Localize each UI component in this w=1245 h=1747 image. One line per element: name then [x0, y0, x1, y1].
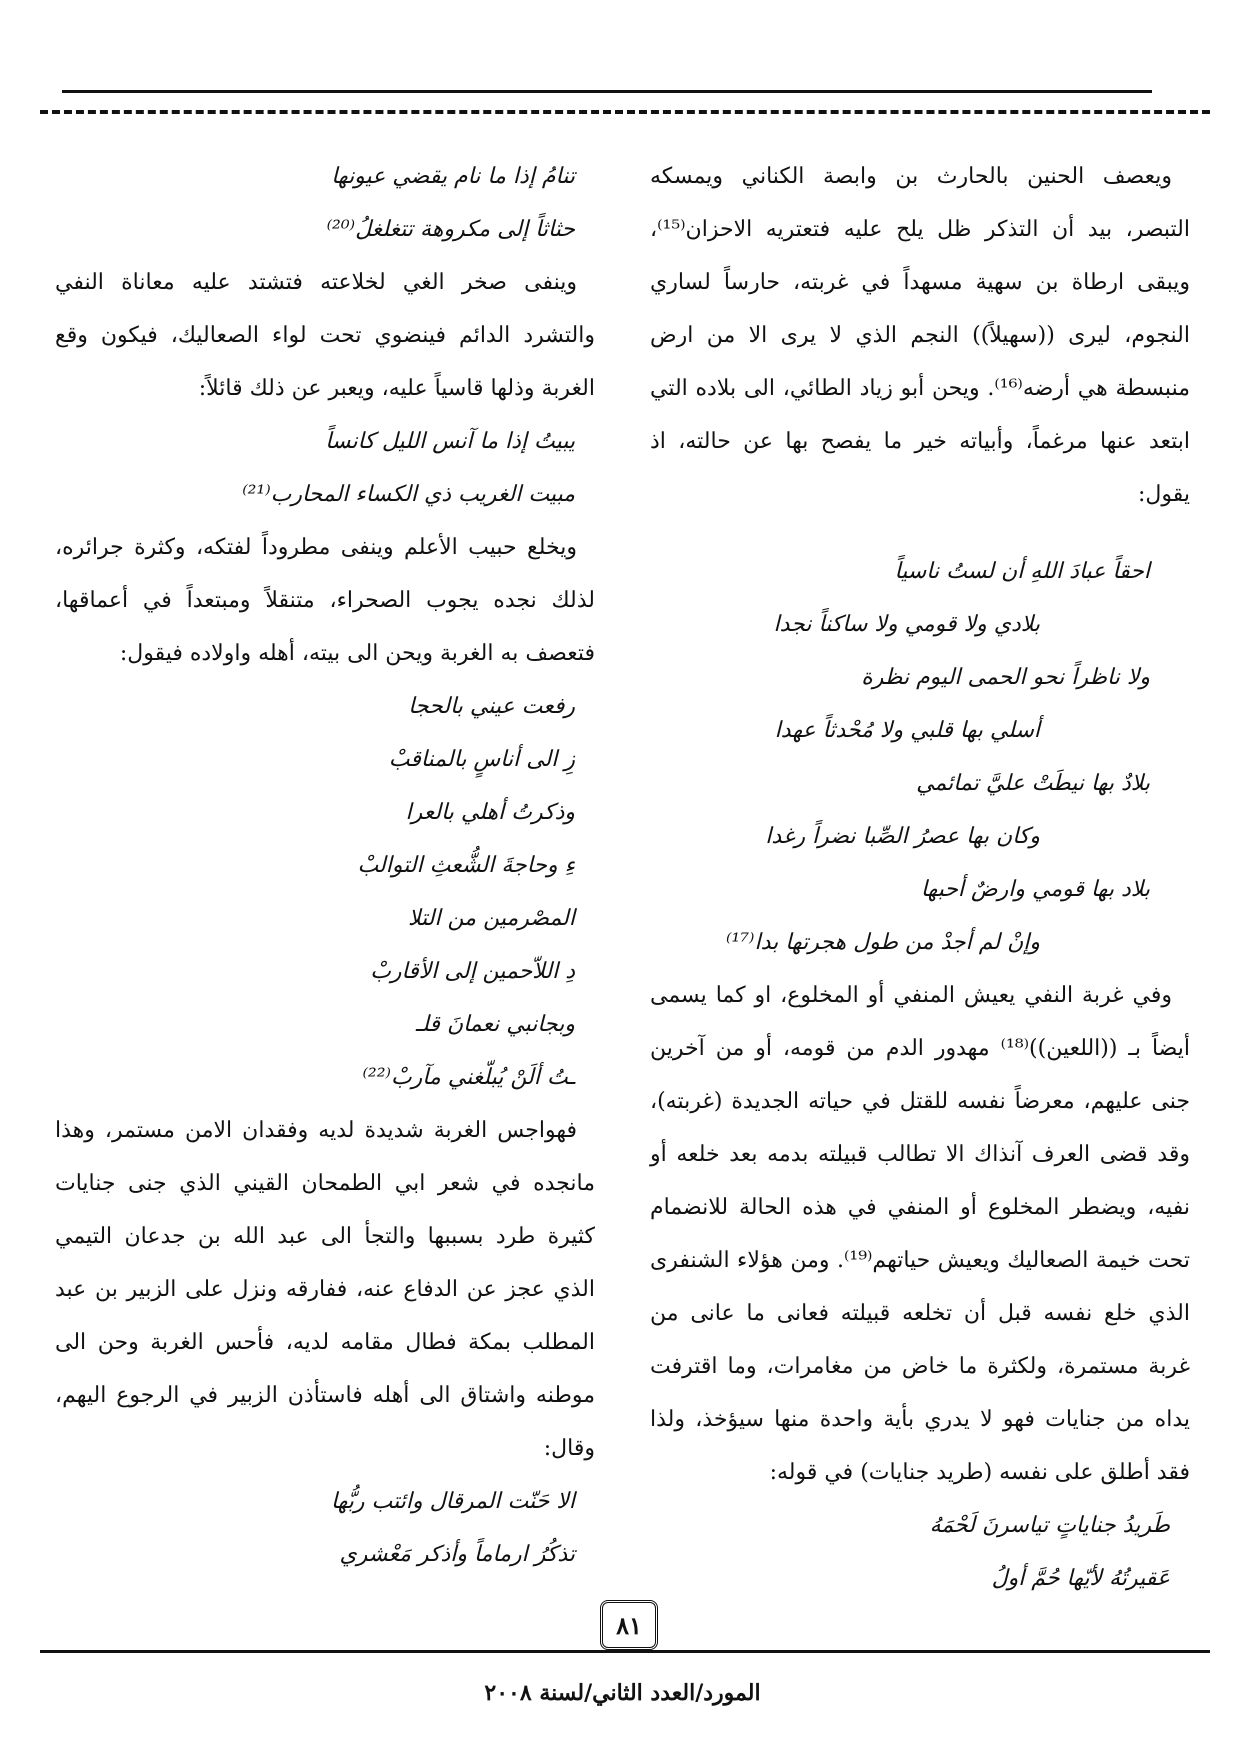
verse-line: ولا ناظراً نحو الحمى اليوم نظرة [861, 665, 1150, 690]
paragraph: وينفى صخر الغي لخلاعته فتشتد عليه معاناة النفي والتشرد الدائم فينضوي تحت لواء الصعاليك، فيكون وقع الغربة وذلها قاسياً عليه، ويعبر عن ذلك قائلاً: [55, 270, 595, 401]
verse-line: وكان بها عصرُ الصِّبا نضراً رغدا [765, 824, 1040, 849]
footer-rule [40, 1650, 1210, 1653]
paragraph: ويعصف الحنين بالحارث بن وابصة الكناني ويمسكه التبصر، بيد أن التذكر ظل يلح عليه فتعتريه الاحزان⁽¹⁵⁾، ويبقى ارطاة بن سهية مسهداً في غربته، حارساً لساري النجوم، ليرى ((سهيلاً)) النجم الذي لا يرى الا من ارض منبسطة هي أرضه⁽¹⁶⁾. ويحن أبو زياد الطائي، الى بلاده التي ابتعد عنها مرغماً، وأبياته خير ما يفصح بها عن حالته، اذ يقول: [650, 164, 1190, 507]
paragraph: ويخلع حبيب الأعلم وينفى مطروداً لفتكه، وكثرة جرائره، لذلك نجده يجوب الصحراء، متنقلاً ومبتعداً في أعماقها، فتعصف به الغربة ويحن الى بيته، أهله واولاده فيقول: [55, 535, 595, 666]
verse-line: مبيت الغريب ذي الكساء المحارب⁽²¹⁾ [242, 482, 575, 507]
page-number: ٨١ [600, 1600, 658, 1650]
verse-line: المصْرمين من التلا [407, 906, 575, 931]
verse-line: طَريدُ جناياتٍ تياسرنَ لَحْمَهُ [929, 1513, 1170, 1538]
verse-line: يبيتُ إذا ما آنس الليل كانساً [325, 429, 575, 454]
verse-line: وبجانبي نعمانَ قلـ [415, 1012, 575, 1037]
verse-line: بلادٌ بها نيطَتْ عليَّ تمائمي [916, 771, 1150, 796]
verse-line: حثاثاً إلى مكروهة تتغلغلُ⁽²⁰⁾ [326, 217, 575, 242]
verse-line: ءِ وحاجةَ الشُّعثِ التوالبْ [357, 853, 575, 878]
verse-line: احقاً عبادَ اللهِ أن لستُ ناسياً [894, 559, 1150, 584]
left-column [55, 150, 595, 1581]
verse-line: وذكرتُ أهلي بالعرا [405, 800, 575, 825]
verse-line: تنامُ إذا ما نام يقضي عيونها [331, 164, 575, 189]
paragraph: فهواجس الغربة شديدة لديه وفقدان الامن مستمر، وهذا مانجده في شعر ابي الطمحان القيني الذي جنى جنايات كثيرة طرد بسببها والتجأ الى عبد الله بن جدعان التيمي الذي عجز عن الدفاع عنه، ففارقه ونزل على الزبير بن عبد المطلب بمكة فطال مقامه لديه، فأحس الغربة وحن الى موطنه واشتاق الى أهله فاستأذن الزبير في الرجوع اليهم، وقال: [55, 1118, 595, 1461]
verse-line: الا حَنّت المرقال وائتب ربُّها [330, 1489, 575, 1514]
header-rule [62, 90, 1152, 93]
verse-line: ـتُ ألَنْ يُبلّغني مآربْ⁽²²⁾ [362, 1065, 575, 1090]
verse-line: رفعت عيني بالحجا [408, 694, 575, 719]
verse-line: عَقيرتُهُ لأيّها حُمَّ أولُ [991, 1566, 1170, 1591]
verse-line: دِ اللاّحمين إلى الأقاربْ [370, 959, 575, 984]
verse-line: زِ الى أناسٍ بالمناقبْ [388, 747, 575, 772]
verse-line: وإنْ لم أجدْ من طول هجرتها بدا⁽¹⁷⁾ [726, 930, 1040, 955]
verse-line: بلاد بها قومي وارضٌ أحبها [920, 877, 1150, 902]
spacer [650, 521, 1190, 545]
journal-footer: المورد/العدد الثاني/لسنة ٢٠٠٨ [484, 1680, 761, 1706]
right-column [650, 150, 1190, 1605]
verse-line: تذكُرُ ارماماً وأذكر مَعْشري [339, 1542, 575, 1567]
verse-line: أسلي بها قلبي ولا مُحْدثاً عهدا [774, 718, 1040, 743]
header-dashed-rule [40, 110, 1210, 114]
paragraph: وفي غربة النفي يعيش المنفي أو المخلوع، او كما يسمى أيضاً بـ ((اللعين))⁽¹⁸⁾ مهدور الدم من قومه، أو من آخرين جنى عليهم، معرضاً نفسه للقتل في حياته الجديدة (غربته)، وقد قضى العرف آنذاك الا تطالب قبيلته بدمه بعد خلعه أو نفيه، ويضطر المخلوع أو المنفي في هذه الحالة للانضمام تحت خيمة الصعاليك ويعيش حياتهم⁽¹⁹⁾. ومن هؤلاء الشنفرى الذي خلع نفسه قبل أن تخلعه قبيلته فعانى ما عانى من غربة مستمرة، ولكثرة ما خاض من مغامرات، وما اقترفت يداه من جنايات فهو لا يدري بأية واحدة منها سيؤخذ، ولذا فقد أطلق على نفسه (طريد جنايات) في قوله: [650, 983, 1190, 1485]
verse-line: بلادي ولا قومي ولا ساكناً نجدا [773, 612, 1040, 637]
